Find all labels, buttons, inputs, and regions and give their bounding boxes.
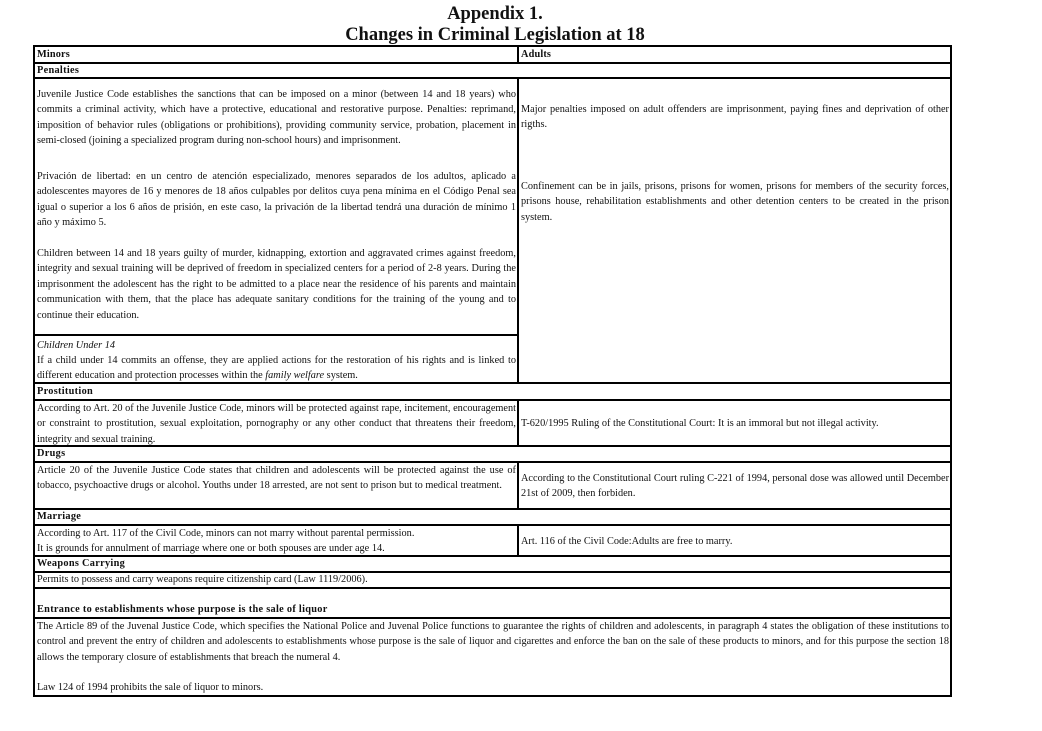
drugs-adults-text: According to the Constitutional Court ruling C-221 of 1994, personal dose was allowed until December 21st of 2009, then forbiden. <box>521 473 949 500</box>
penalties-adults-paragraph-2: Confinement can be in jails, prisons, prisons for women, prisons for members of the security forces, prisons house, rehabilitation establishments and other detention centers to be created in the prison system. <box>521 181 949 223</box>
under14-text-part: system. <box>324 370 358 382</box>
section-heading-prostitution: Prostitution <box>37 386 94 397</box>
section-heading-penalties: Penalties <box>37 65 80 76</box>
children-under-14-heading: Children Under 14 <box>37 340 115 351</box>
column-header-adults: Adults <box>521 49 552 60</box>
section-heading-liquor: Entrance to establishments whose purpose is the sale of liquor <box>37 604 328 615</box>
section-heading-weapons: Weapons Carrying <box>37 558 126 569</box>
marriage-minors-line-1: According to Art. 117 of the Civil Code, minors can not marry without parental permission. <box>37 528 415 539</box>
row-divider <box>35 334 519 336</box>
penalties-adults-paragraph-1: Major penalties imposed on adult offenders are imprisonment, paying fines and deprivation of other rigths. <box>521 104 949 131</box>
document-title: Appendix 1. <box>447 4 543 24</box>
liquor-text: The Article 89 of the Juvenal Justice Code, which specifies the National Police and Juvenal Police functions to guarantee the rights of children and adolescents, in paragraph 4 states the obligation of these institutions to control and prevent the entry of children and adolescents to establishments whose purpose is the sale of liquor and cigarettes and enforce the ban on the sale of these products to minors, and for this purpose the section 18 allows the temporary closure of establishments that breach the numeral 4. <box>37 621 949 663</box>
document-subtitle: Changes in Criminal Legislation at 18 <box>345 25 645 45</box>
penalties-minors-paragraph-1: Juvenile Justice Code establishes the sanctions that can be imposed on a minor (between 14 and 18 years) who commits a criminal activity, which have a protective, educational and restorative purpose. Penalties: reprimand, imposition of behavior rules (obligations or prohibitions), providing community service, probation, placement in semi-closed (joining a specialized program during non-school hours) and imprisonment. <box>37 89 516 147</box>
penalties-minors-paragraph-2: Privación de libertad: en un centro de atención especializado, menores separados de los adultos, aplicado a adolescentes mayores de 16 y menores de 18 años culpables por delitos cuya pena mínima en el Código Penal sea igual o superior a los 6 años de prisión, en este caso, la privación de la libertad tendrá una duración de mínimo 1 año y máximo 5. <box>37 171 516 229</box>
row-divider <box>35 77 950 79</box>
column-header-minors: Minors <box>37 49 70 60</box>
marriage-adults-text: Art. 116 of the Civil Code:Adults are free to marry. <box>521 536 733 547</box>
row-divider <box>35 587 950 589</box>
column-divider <box>517 47 519 62</box>
family-welfare-term: family welfare <box>265 370 325 382</box>
prostitution-adults-text: T-620/1995 Ruling of the Constitutional Court: It is an immoral but not illegal activity. <box>521 418 879 429</box>
drugs-minors-text: Article 20 of the Juvenile Justice Code states that children and adolescents will be protected against the use of tobacco, psychoactive drugs or alcohol. Youths under 18 arrested, are not sent to prison but to medical treatment. <box>37 465 516 492</box>
marriage-minors-line-2: It is grounds for annulment of marriage where one or both spouses are under age 14. <box>37 543 385 554</box>
legislation-table <box>33 45 952 697</box>
weapons-text: Permits to possess and carry weapons require citizenship card (Law 1119/2006). <box>37 574 368 585</box>
under14-text-part: If a child under 14 commits an offense, they are applied actions for the restoration of his rights and is linked to different education and protection processes within the <box>37 355 516 382</box>
children-under-14-text <box>35 353 517 384</box>
section-heading-marriage: Marriage <box>37 511 82 522</box>
prostitution-minors-text: According to Art. 20 of the Juvenile Justice Code, minors will be protected against rape, incitement, encouragement or constraint to prostitution, sexual exploitation, pornography or any other conduct that threatens their freedom, integrity and sexual training. <box>37 403 516 445</box>
section-heading-drugs: Drugs <box>37 448 66 459</box>
liquor-law-text: Law 124 of 1994 prohibits the sale of liquor to minors. <box>37 682 264 693</box>
penalties-minors-paragraph-3: Children between 14 and 18 years guilty of murder, kidnapping, extortion and aggravated crimes against freedom, integrity and sexual training will be deprived of freedom in specialized centers for a period of 2-8 years. During the imprisonment the adolescent has the right to be admitted to a place near the residence of his parents and maintain communication with them, that the place has adequate sanitary conditions for the training of the young and to continue their education. <box>37 248 516 321</box>
